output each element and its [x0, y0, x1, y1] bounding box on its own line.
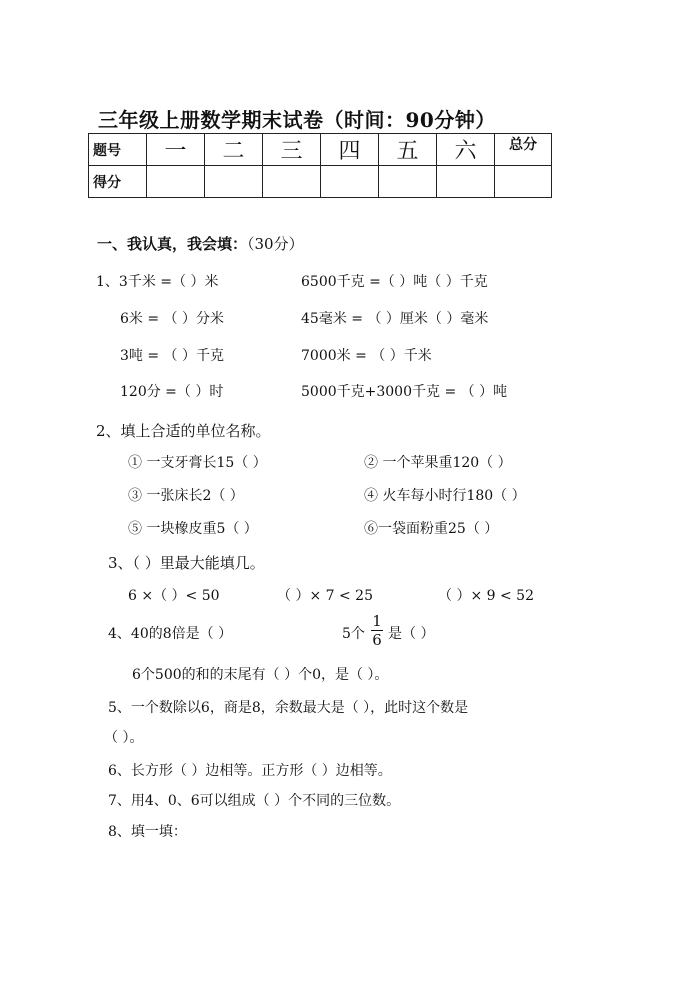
- exam-title: 三年级上册数学期末试卷（时间：90分钟）: [98, 108, 496, 132]
- q2-item: ④ 火车每小时行180（ ）: [364, 488, 526, 504]
- total-score-cell[interactable]: [495, 166, 552, 198]
- q1-row3-left: 3吨 = （ ）千克: [120, 348, 224, 364]
- section-heading: [97, 233, 304, 254]
- q1-row1-left: 1、3千米 =（ ）米: [96, 274, 219, 290]
- q1-row4-right: 5000千克+3000千克 = （ ）吨: [301, 384, 508, 400]
- q4-part2-suffix: 是（ ）: [388, 626, 435, 642]
- q3-prompt: 3、（ ）里最大能填几。: [108, 554, 265, 572]
- q3-inequality: 6 ×（ ）< 50: [128, 588, 220, 604]
- q7: 7、用4、0、6可以组成（ ）个不同的三位数。: [108, 793, 401, 809]
- score-cell[interactable]: [263, 166, 321, 198]
- q1-row2-left: 6米 = （ ）分米: [120, 311, 224, 327]
- q2-item: ⑤ 一块橡皮重5（ ）: [128, 521, 258, 537]
- question-numeral: 二: [205, 134, 263, 166]
- q2-item: ③ 一张床长2（ ）: [128, 488, 244, 504]
- question-numeral: 三: [263, 134, 321, 166]
- q6: 6、长方形（ ）边相等。正方形（ ）边相等。: [108, 763, 392, 779]
- question-number-label: 题号: [89, 134, 147, 166]
- score-cell[interactable]: [321, 166, 379, 198]
- q2-item: ① 一支牙膏长15（ ）: [128, 455, 267, 471]
- total-score-label: 总分: [495, 134, 552, 166]
- q1-row4-left: 120分 =（ ）时: [120, 384, 224, 400]
- fraction-one-sixth: [370, 612, 384, 649]
- q1-row2-right: 45毫米 = （ ）厘米（ ）毫米: [301, 311, 489, 327]
- q4-part2-prefix: 5个: [342, 626, 365, 642]
- fraction-numerator: 1: [372, 612, 382, 630]
- score-cell[interactable]: [147, 166, 205, 198]
- score-table: [88, 133, 552, 198]
- score-cell[interactable]: [379, 166, 437, 198]
- question-numeral: 四: [321, 134, 379, 166]
- section-points: （30分）: [247, 235, 304, 253]
- score-cell[interactable]: [205, 166, 263, 198]
- q5-line1: 5、一个数除以6，商是8，余数最大是（ ），此时这个数是: [108, 700, 469, 716]
- q1-row1-right: 6500千克 =（ ）吨（ ）千克: [301, 274, 488, 290]
- q1-row3-right: 7000米 = （ ）千米: [301, 348, 432, 364]
- question-numeral: 一: [147, 134, 205, 166]
- q2-prompt: 2、填上合适的单位名称。: [96, 422, 271, 440]
- score-label: 得分: [89, 166, 147, 198]
- score-cell[interactable]: [437, 166, 495, 198]
- fraction-denominator: 6: [372, 631, 382, 649]
- q5-line2: （ ）。: [104, 730, 144, 746]
- section-title: 一、我认真，我会填：: [97, 235, 248, 253]
- q4-part1: 4、40的8倍是（ ）: [108, 626, 233, 642]
- q3-inequality: （ ）× 9 < 52: [438, 588, 534, 604]
- question-numeral: 六: [437, 134, 495, 166]
- q8: 8、填一填：: [108, 824, 187, 840]
- q2-item: ⑥一袋面粉重25（ ）: [364, 521, 499, 537]
- question-numeral: 五: [379, 134, 437, 166]
- q3-inequality: （ ）× 7 < 25: [277, 588, 373, 604]
- q4-line2: 6个500的和的末尾有（ ）个0，是（ ）。: [132, 667, 389, 683]
- q2-item: ② 一个苹果重120（ ）: [364, 455, 512, 471]
